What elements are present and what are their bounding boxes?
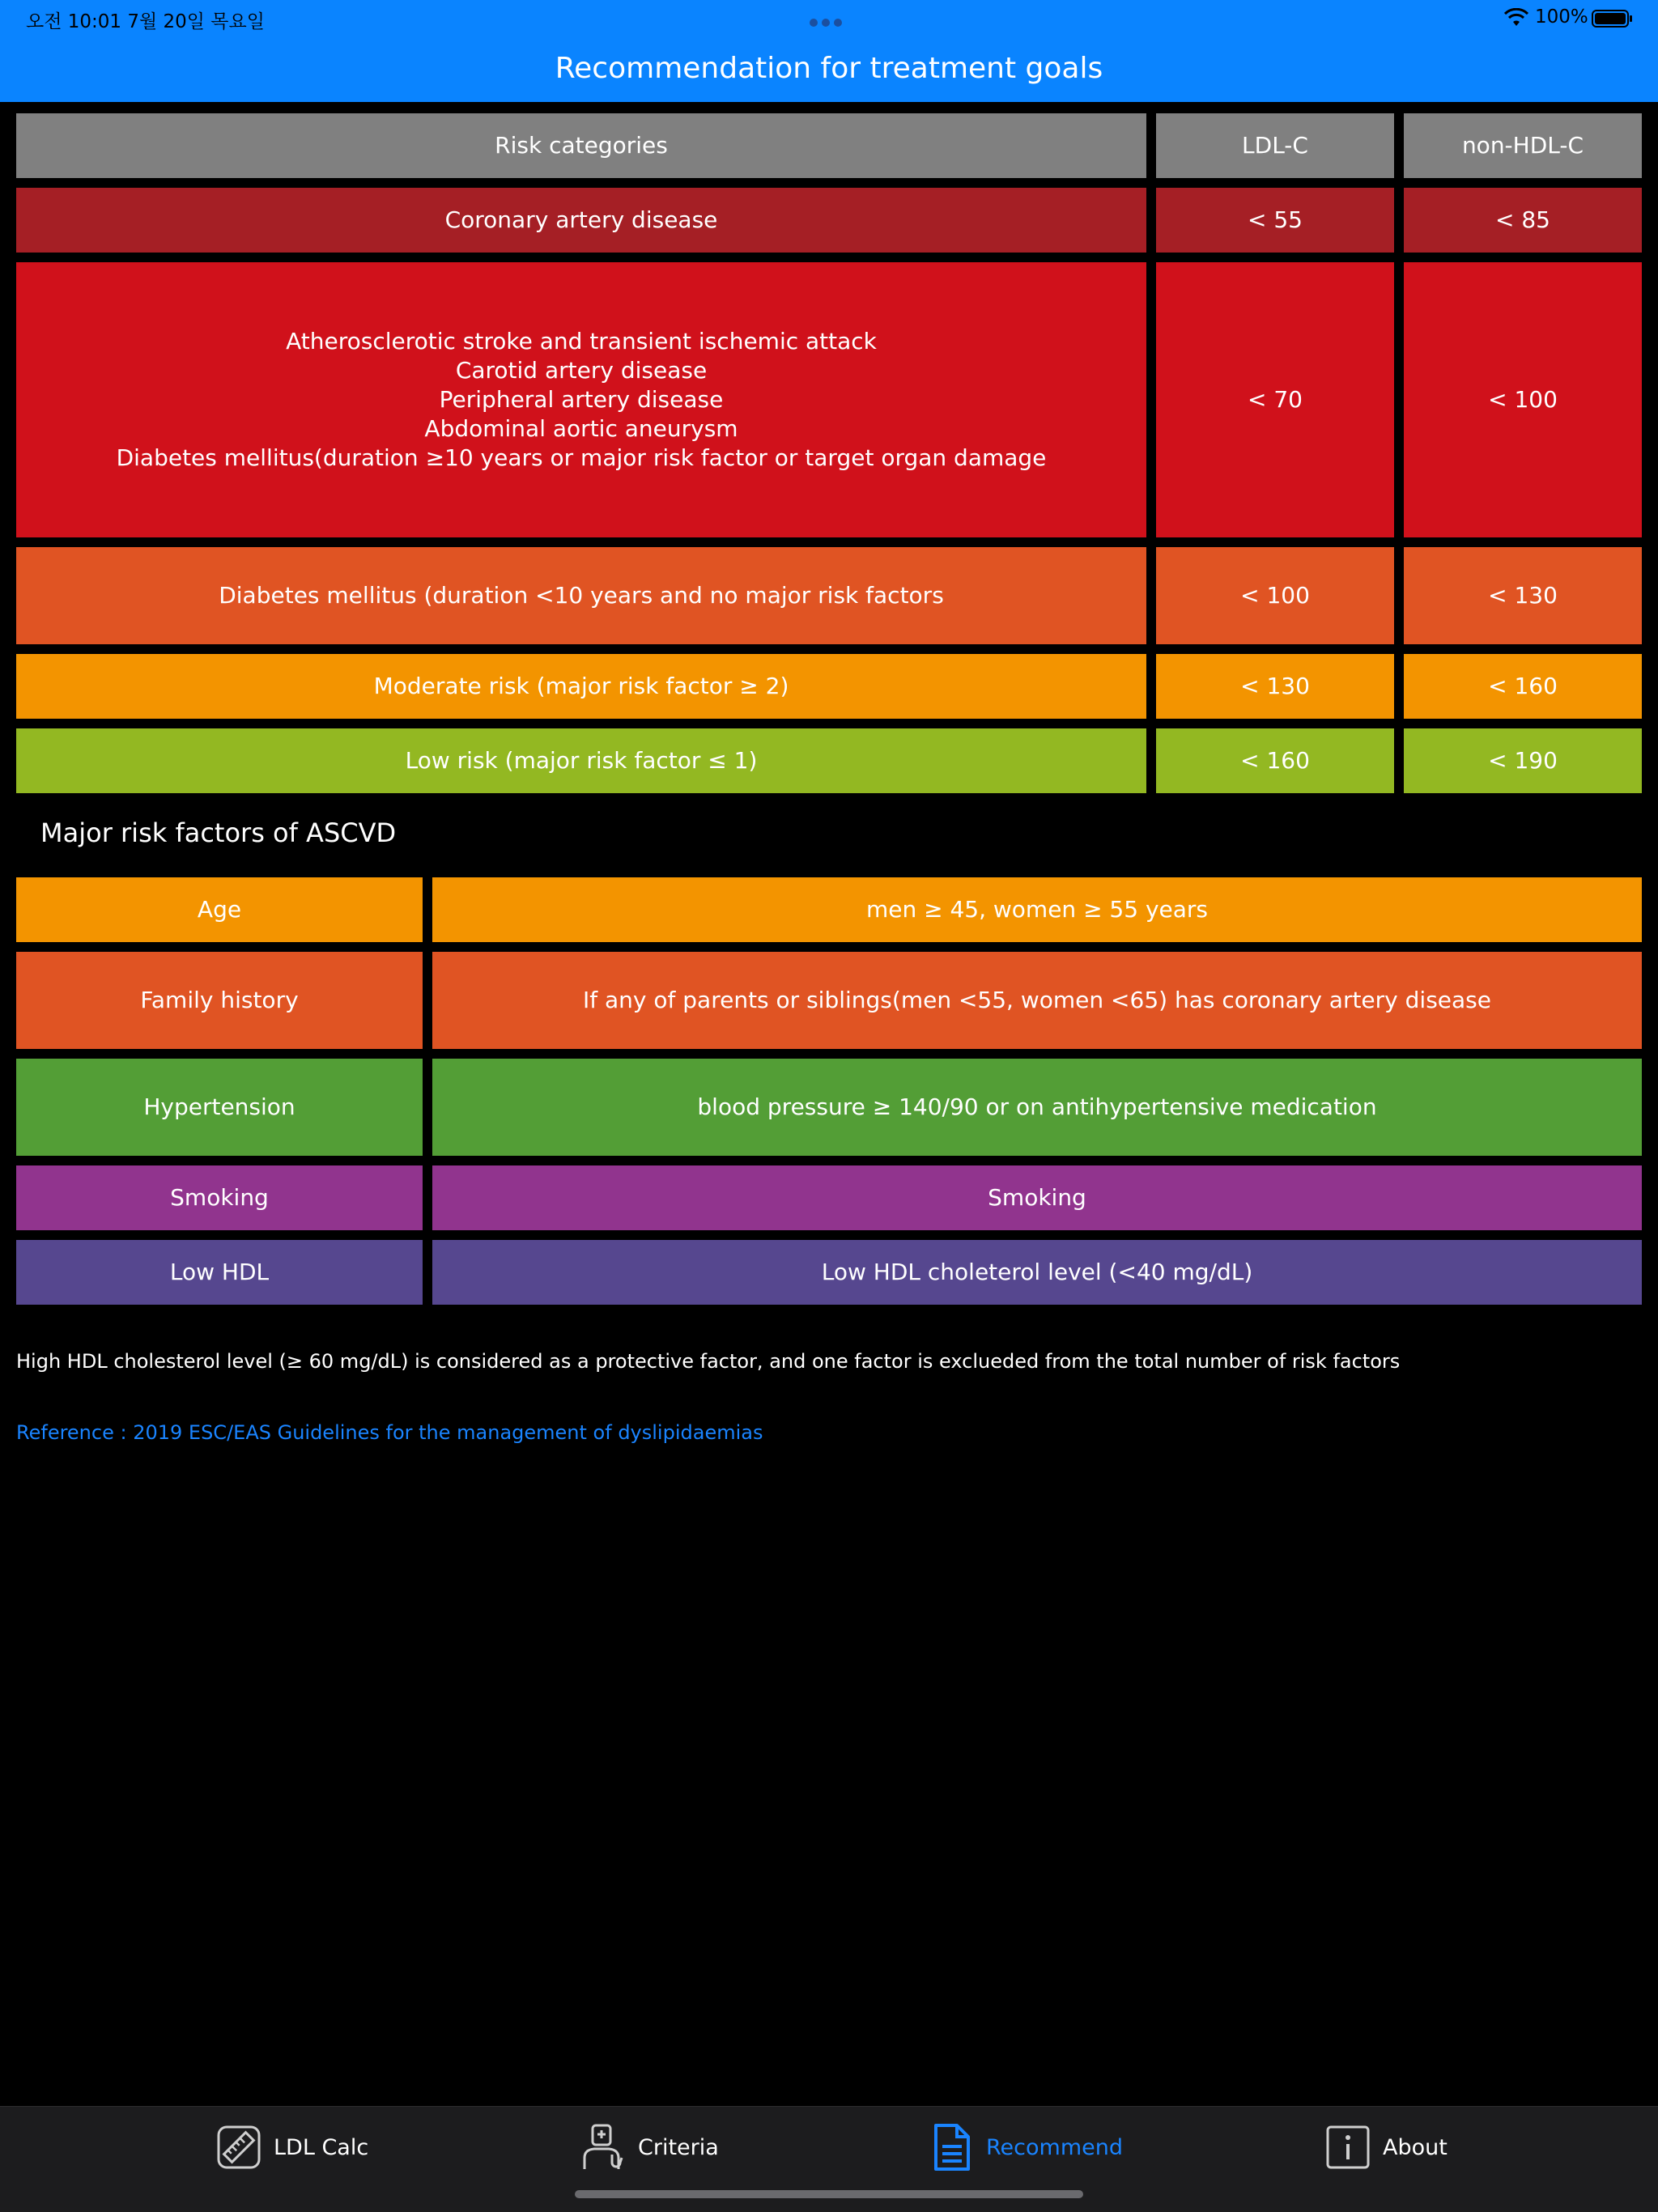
- ldl-goal-cell: < 55: [1156, 188, 1394, 253]
- wifi-icon: [1504, 8, 1528, 28]
- risk-factor-name: Hypertension: [16, 1059, 423, 1156]
- ldl-goal-cell: < 100: [1156, 547, 1394, 644]
- tab-label: About: [1383, 2134, 1448, 2160]
- tab-label: Criteria: [638, 2134, 719, 2160]
- page-title: Recommendation for treatment goals: [555, 52, 1103, 85]
- non-hdl-goal-cell: < 100: [1404, 262, 1642, 537]
- navigation-bar: [0, 0, 1658, 102]
- risk-factor-name: Family history: [16, 952, 423, 1049]
- risk-factor-name: Age: [16, 877, 423, 942]
- ldl-goal-cell: < 160: [1156, 728, 1394, 793]
- risk-category-cell: Coronary artery disease: [16, 188, 1146, 253]
- ruler-icon: [215, 2122, 262, 2172]
- reference-link[interactable]: Reference : 2019 ESC/EAS Guidelines for the management of dyslipidaemias: [16, 1421, 763, 1444]
- tab-recommend[interactable]: [928, 2121, 1123, 2173]
- header-non-hdl-c: non-HDL-C: [1404, 113, 1642, 178]
- document-icon: [928, 2122, 975, 2172]
- non-hdl-goal-cell: < 160: [1404, 654, 1642, 719]
- risk-category-cell: Moderate risk (major risk factor ≥ 2): [16, 654, 1146, 719]
- doctor-icon: [580, 2122, 627, 2172]
- risk-factors-title: Major risk factors of ASCVD: [40, 817, 397, 848]
- risk-factor-name: Low HDL: [16, 1240, 423, 1305]
- header-ldl-c: LDL-C: [1156, 113, 1394, 178]
- tab-criteria[interactable]: [580, 2121, 719, 2173]
- home-indicator[interactable]: [575, 2190, 1083, 2198]
- hdl-protective-note: High HDL cholesterol level (≥ 60 mg/dL) is considered as a protective factor, and one factor is exclueded from the total number of risk factors: [16, 1350, 1401, 1373]
- risk-category-cell: Diabetes mellitus (duration <10 years and no major risk factors: [16, 547, 1146, 644]
- info-icon: [1324, 2122, 1371, 2172]
- battery-percentage: 100%: [1535, 6, 1588, 28]
- battery-icon: [1592, 10, 1634, 28]
- non-hdl-goal-cell: < 190: [1404, 728, 1642, 793]
- multitasking-dots-icon[interactable]: [810, 15, 848, 24]
- status-time: 오전 10:01 7월 20일 목요일: [26, 11, 265, 32]
- risk-category-cell: Low risk (major risk factor ≤ 1): [16, 728, 1146, 793]
- non-hdl-goal-cell: < 85: [1404, 188, 1642, 253]
- non-hdl-goal-cell: < 130: [1404, 547, 1642, 644]
- risk-factor-detail: men ≥ 45, women ≥ 55 years: [432, 877, 1642, 942]
- ldl-goal-cell: < 70: [1156, 262, 1394, 537]
- tab-ldl-calc[interactable]: [215, 2121, 368, 2173]
- risk-factor-detail: If any of parents or siblings(men <55, women <65) has coronary artery disease: [432, 952, 1642, 1049]
- ldl-goal-cell: < 130: [1156, 654, 1394, 719]
- risk-factor-detail: Smoking: [432, 1165, 1642, 1230]
- risk-factor-name: Smoking: [16, 1165, 423, 1230]
- header-risk-categories: Risk categories: [16, 113, 1146, 178]
- tab-label: Recommend: [986, 2134, 1123, 2160]
- risk-factor-detail: blood pressure ≥ 140/90 or on antihypertensive medication: [432, 1059, 1642, 1156]
- tab-label: LDL Calc: [274, 2134, 369, 2160]
- risk-category-cell: Atherosclerotic stroke and transient ischemic attack Carotid artery disease Peripheral artery disease Abdominal aortic aneurysm Diabetes mellitus(duration ≥10 years or major risk factor or target organ damage: [16, 262, 1146, 537]
- tab-about[interactable]: [1324, 2121, 1448, 2173]
- risk-factor-detail: Low HDL choleterol level (<40 mg/dL): [432, 1240, 1642, 1305]
